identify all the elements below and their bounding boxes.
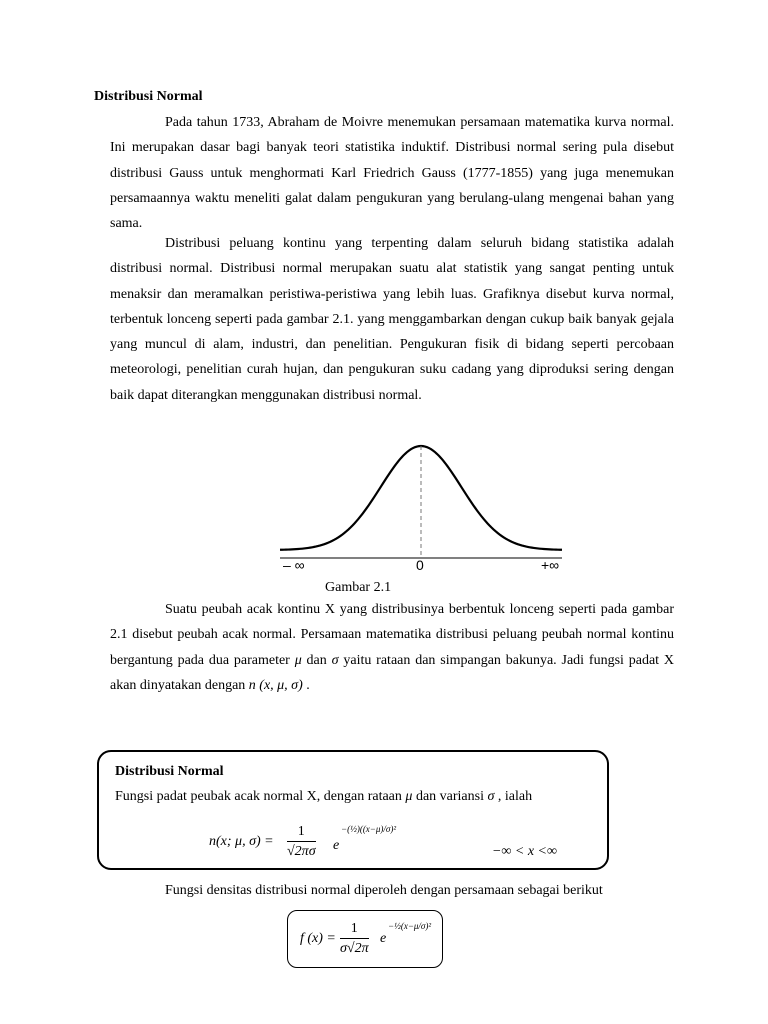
formula-fraction: 1 √2πσ (287, 824, 316, 859)
box-description: Fungsi padat peubak acak normal X, dengan rataan μ dan variansi σ , ialah (115, 789, 533, 804)
zero-label: 0 (416, 557, 424, 573)
domain-range: −∞ < x <∞ (491, 844, 557, 859)
formula-lhs: n(x; μ, σ) = (209, 834, 274, 849)
paragraph-history: Pada tahun 1733, Abraham de Moivre menemukan persamaan matematika kurva normal. Ini merupakan dasar bagi banyak teori statistika induktif. Distribusi normal sering pula disebut distribusi Gauss untuk menghormati Karl Friedrich Gauss (1777-1855) yang juga menemukan persamaannya waktu meneliti galat dalam pengukuran yang berulang-ulang mengenai bahan yang sama. (110, 115, 674, 232)
left-infinity-label: – ∞ (283, 557, 305, 573)
box2-e: e (380, 931, 387, 946)
density-formula-box (287, 910, 443, 968)
box2-exponent: −½(x−μ/σ)² (388, 921, 432, 931)
right-infinity-label: +∞ (541, 557, 560, 573)
section-title: Distribusi Normal (94, 89, 203, 104)
paragraph-definition: Suatu peubah acak kontinu X yang distribusinya berbentuk lonceng seperti pada gambar 2.1 disebut peubah acak normal. Persamaan matematika distribusi peluang peubah normal kontinu bergantung pada dua parameter μ dan σ yaitu rataan dan simpangan bakunya. Jadi fungsi padat X akan dinyatakan dengan n (x, μ, σ) . (110, 602, 675, 693)
box-title: Distribusi Normal (115, 764, 224, 779)
exponential-e: e (333, 838, 340, 853)
density-intro-text: Fungsi densitas distribusi normal diperoleh dengan persamaan sebagai berikut (165, 883, 603, 898)
box2-lhs: f (x) = (300, 931, 336, 946)
formula-exponent: −(½)((x−μ)/σ)² (341, 824, 397, 834)
definition-box (97, 750, 609, 870)
figure-caption: Gambar 2.1 (325, 580, 392, 595)
box2-fraction: 1 σ√2π (340, 921, 369, 956)
paragraph-importance: Distribusi peluang kontinu yang terpenting dalam seluruh bidang statistika adalah distribusi normal. Distribusi normal merupakan suatu alat statistik yang sangat penting untuk menaksir dan meramalkan peristiwa-peristiwa yang lebih luas. Grafiknya disebut kurva normal, terbentuk lonceng seperti pada gambar 2.1. yang menggambarkan dengan cukup baik banyak gejala yang muncul di alam, industri, dan penelitian. Pengukuran fisik di bidang seperti percobaan meteorologi, penelitian curah hujan, dan pengukuran suku cadang yang diproduksi sering dengan baik dapat diterangkan menggunakan distribusi normal. (110, 236, 674, 403)
